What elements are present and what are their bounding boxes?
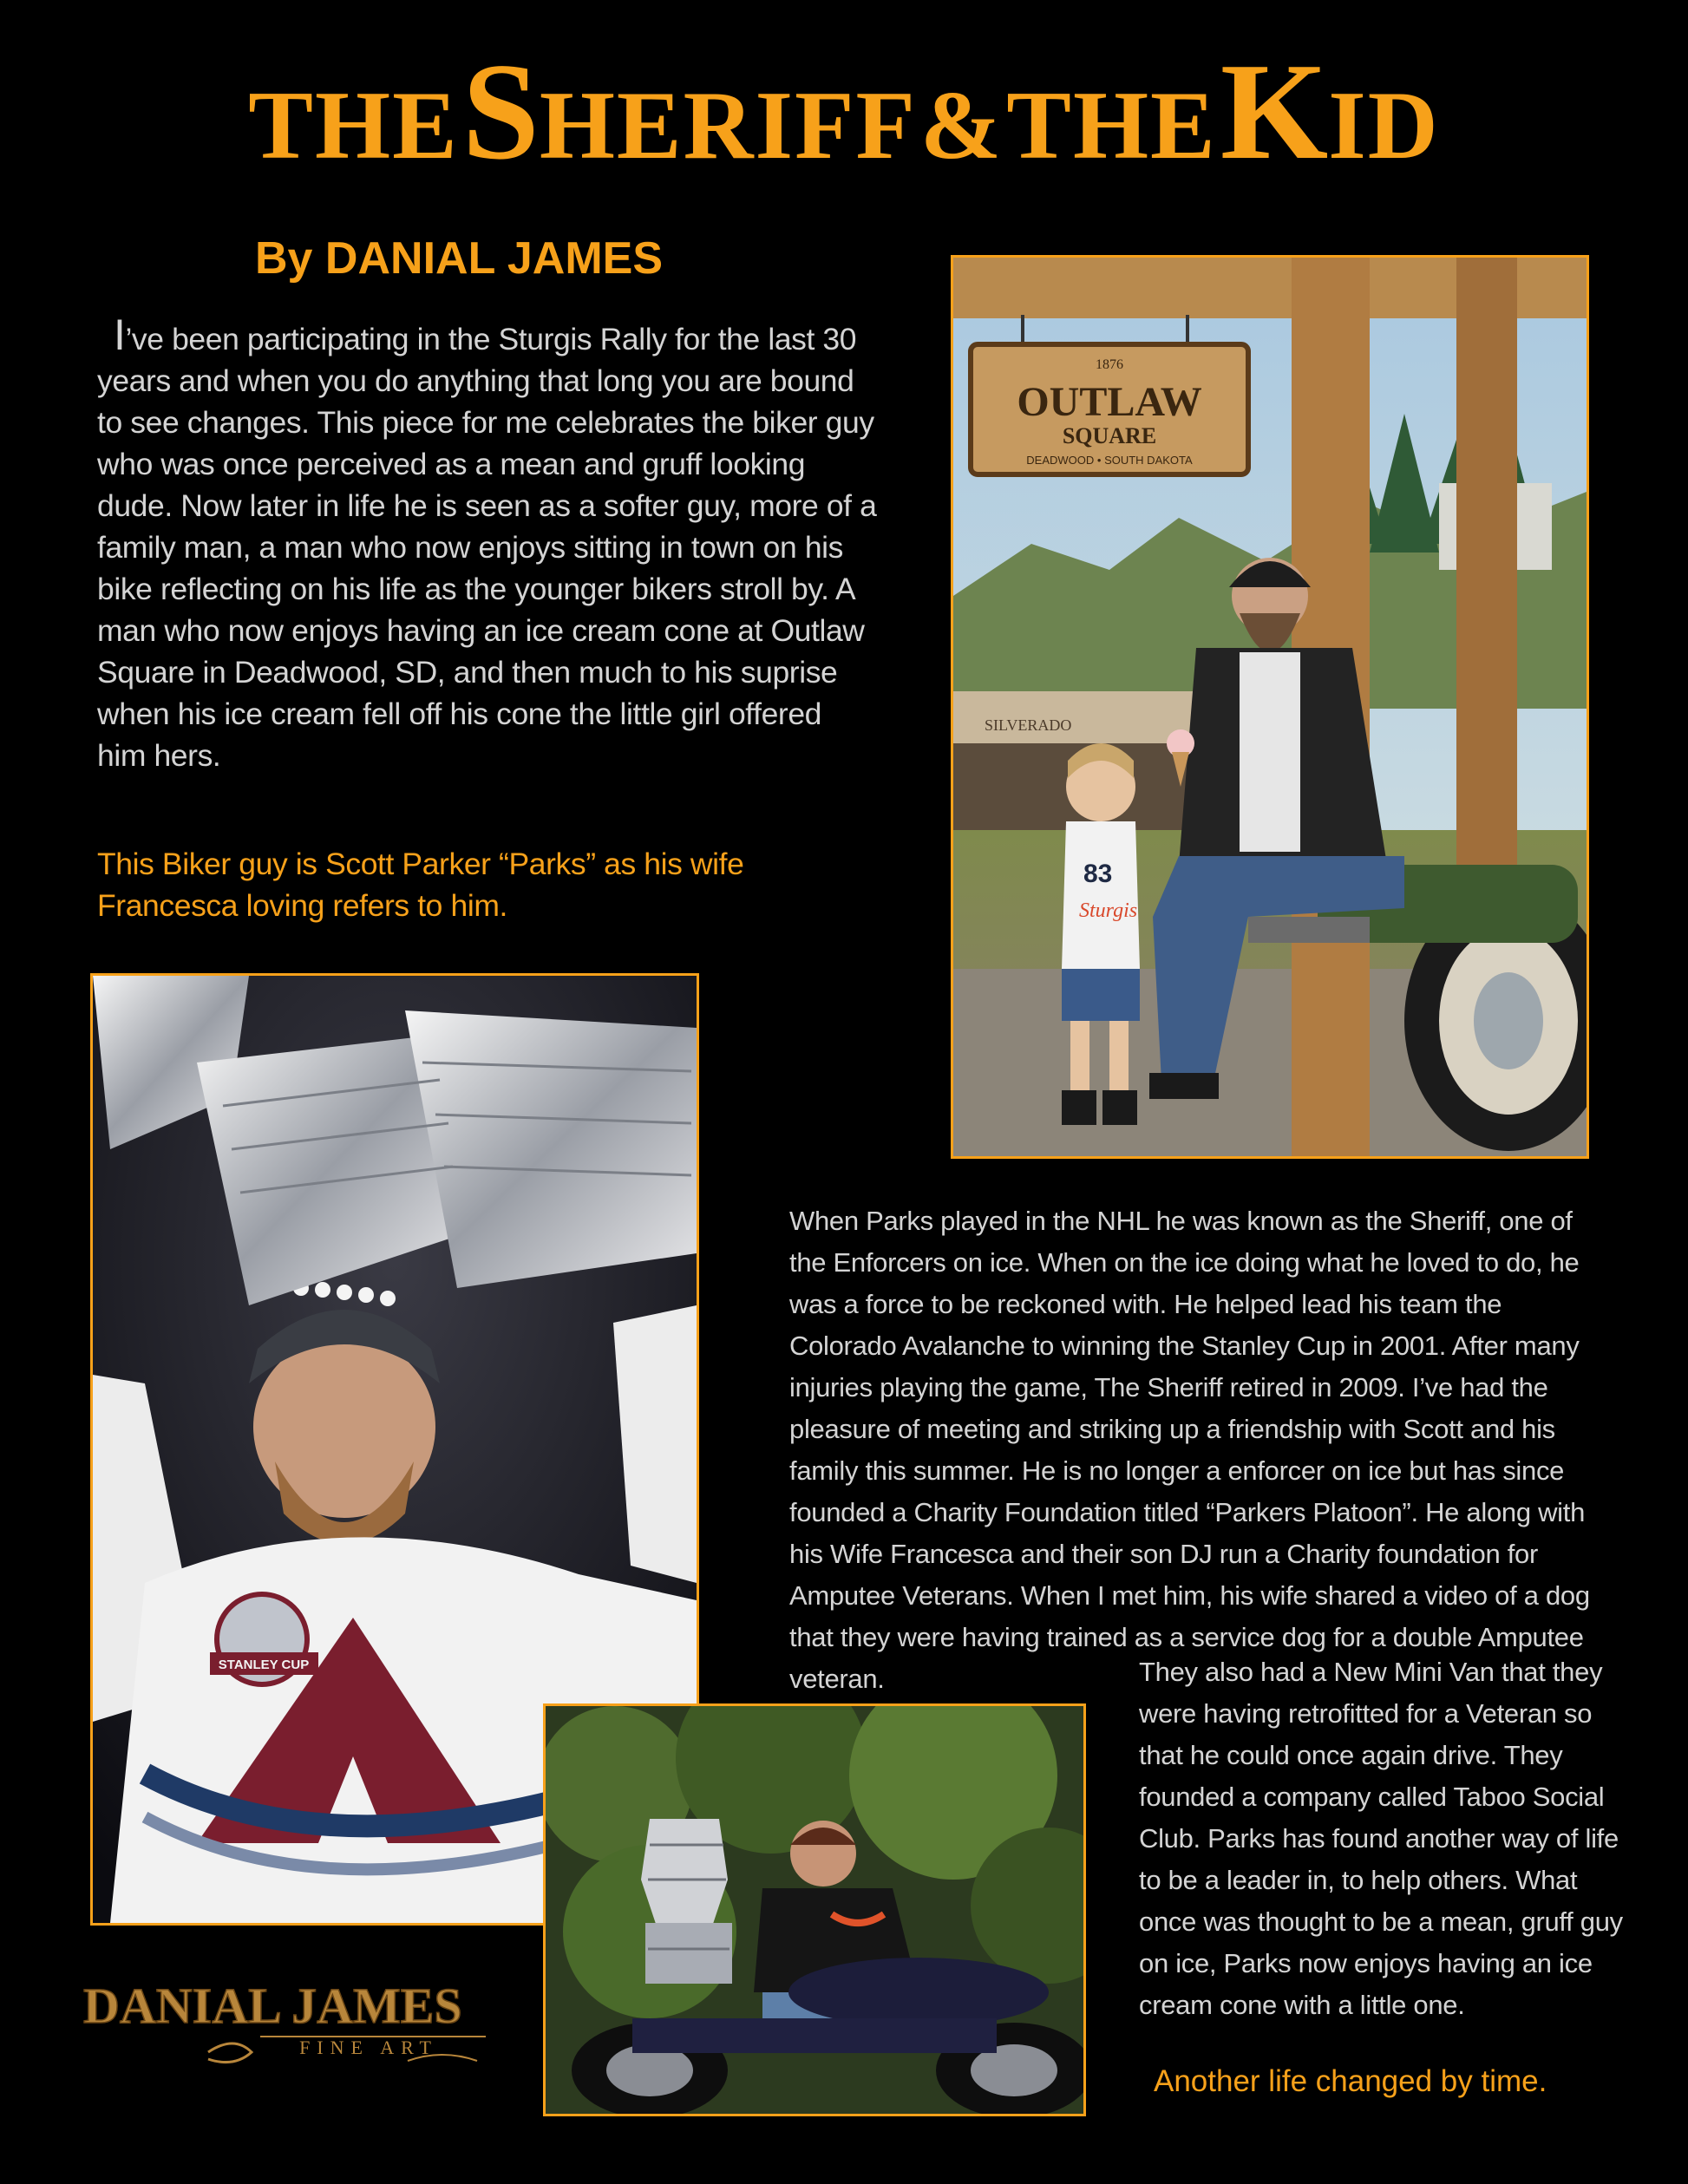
story-continued: They also had a New Mini Van that they were having retrofitted for a Veteran so that he could once again drive. They founded a company called Taboo Social Club. Parks has found another way of life to be a leader in, to help others. What once was thought to be a mean, gruff guy on ice, Parks now enjoys having an ice cream cone with a little one. — [1139, 1657, 1623, 2020]
title-word-heriff: HERIFF — [539, 72, 917, 180]
title-word-id: ID — [1328, 72, 1440, 180]
motorcycle-illustration — [546, 1706, 1083, 2114]
title-word-the-2: THE — [1006, 72, 1217, 180]
title-initial-s: S — [461, 34, 540, 188]
stanley-cup-patch-text: STANLEY CUP — [218, 1658, 310, 1672]
storefront-sign: SILVERADO — [985, 716, 1072, 734]
sign-location: DEADWOOD • SOUTH DAKOTA — [1026, 454, 1193, 467]
painting-image — [951, 255, 1589, 1159]
intro-highlight: This Biker guy is Scott Parker “Parks” as his wife Francesca loving refers to him. — [97, 847, 744, 923]
story-paragraph: When Parks played in the NHL he was known as the Sheriff, one of the Enforcers on ice. When on the ice doing what he loved to do, he was a force to be reckoned with. He helped lead his team the Colorado Avalanche to winning the Stanley Cup in 2001. After many injuries playing the game, The Sheriff retired in 2009. I’ve had the pleasure of meeting and striking up a friendship with Scott and his family this summer. He is no longer a enforcer on ice but has since founded a Charity Foundation titled “Parkers Platoon”. He along with his Wife Francesca and their son DJ run a Charity foundation for Amputee Veterans. When I met him, his wife shared a video of a dog that they were having trained as a service dog for a double Amputee veteran. — [789, 1206, 1590, 1694]
logo-tagline: FINE ART — [299, 2037, 438, 2058]
page-title — [0, 34, 1688, 188]
danial-james-logo — [78, 1965, 503, 2070]
title-initial-k: K — [1220, 34, 1329, 188]
sign-year: 1876 — [1096, 357, 1123, 372]
sign-outlaw: OUTLAW — [1017, 379, 1202, 425]
byline: By DANIAL JAMES — [255, 233, 664, 284]
shirt-number: 83 — [1083, 860, 1113, 888]
intro-text: ’ve been participating in the Sturgis Rally for the last 30 years and when you do anything that long you are bound to see changes. This piece for me celebrates the biker guy who was once perceived as a mean and gruff looking dude. Now later in life he is seen as a softer guy, more of a family man, a man who now enjoys sitting in town on his bike reflecting on his life as the younger bikers stroll by. A man who now enjoys having an ice cream cone at Outlaw Square in Deadwood, SD, and then much to his suprise when his ice cream fell off his cone the little girl offered him hers. — [97, 322, 877, 773]
motorcycle-photo — [543, 1703, 1086, 2116]
shirt-text: Sturgis — [1079, 899, 1138, 922]
title-ampersand: & — [919, 72, 1004, 180]
logo-name: DANIAL JAMES — [83, 1978, 462, 2034]
sign-square: SQUARE — [1062, 423, 1157, 448]
drop-cap: I — [113, 311, 126, 359]
intro-paragraph — [97, 311, 878, 776]
closing-line: Another life changed by time. — [1154, 2064, 1547, 2098]
title-word-the: THE — [248, 72, 459, 180]
painting-illustration — [953, 258, 1587, 1156]
